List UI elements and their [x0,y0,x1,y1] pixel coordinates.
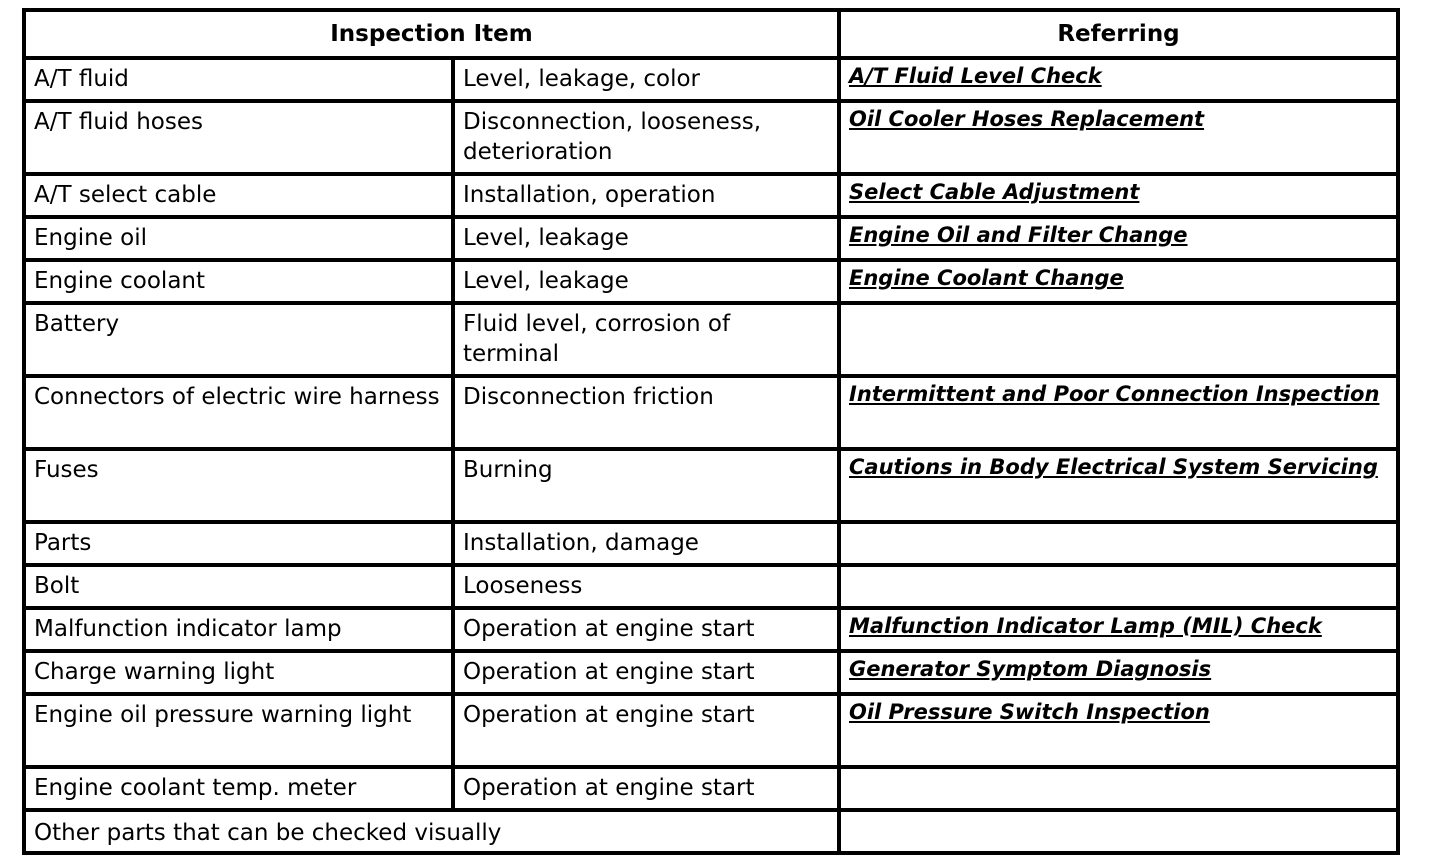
item-cell: Charge warning light [24,651,453,694]
check-cell: Operation at engine start [453,608,839,651]
table-row [24,522,1398,565]
table-row [24,101,1398,174]
table-row [24,767,1398,810]
check-cell: Level, leakage, color [453,58,839,101]
referring-cell [839,174,1398,217]
referring-cell [839,694,1398,767]
item-cell: Malfunction indicator lamp [24,608,453,651]
referring-link[interactable]: Intermittent and Poor Connection Inspection [849,382,1380,406]
referring-cell [839,767,1398,810]
referring-cell [839,522,1398,565]
referring-cell [839,565,1398,608]
check-cell: Fluid level, corrosion of terminal [453,303,839,376]
table-row [24,260,1398,303]
item-cell: Parts [24,522,453,565]
table-row-footer [24,810,1398,853]
item-cell: Engine oil pressure warning light [24,694,453,767]
footer-item-cell: Other parts that can be checked visually [24,810,839,853]
referring-cell [839,608,1398,651]
item-cell: Battery [24,303,453,376]
item-cell: A/T fluid [24,58,453,101]
check-cell: Disconnection, looseness, deterioration [453,101,839,174]
referring-cell [839,376,1398,449]
table-row [24,608,1398,651]
table-row [24,376,1398,449]
item-cell: A/T fluid hoses [24,101,453,174]
check-cell: Level, leakage [453,217,839,260]
table-row [24,565,1398,608]
referring-link[interactable]: Engine Coolant Change [849,266,1124,290]
item-cell: Engine coolant temp. meter [24,767,453,810]
referring-cell [839,260,1398,303]
referring-link[interactable]: A/T Fluid Level Check [849,64,1102,88]
referring-link[interactable]: Malfunction Indicator Lamp (MIL) Check [849,614,1322,638]
check-cell: Installation, damage [453,522,839,565]
table-row [24,58,1398,101]
table-row [24,651,1398,694]
table-row [24,303,1398,376]
referring-link[interactable]: Oil Pressure Switch Inspection [849,700,1210,724]
inspection-table [22,8,1400,855]
referring-cell [839,58,1398,101]
referring-cell [839,449,1398,522]
referring-link[interactable]: Cautions in Body Electrical System Servicing [849,455,1378,479]
referring-link[interactable]: Generator Symptom Diagnosis [849,657,1212,681]
item-cell: Bolt [24,565,453,608]
check-cell: Operation at engine start [453,651,839,694]
referring-link[interactable]: Select Cable Adjustment [849,180,1140,204]
referring-link[interactable]: Oil Cooler Hoses Replacement [849,107,1205,131]
item-cell: Connectors of electric wire harness [24,376,453,449]
referring-cell [839,101,1398,174]
header-inspection-item: Inspection Item [24,10,839,58]
check-cell: Operation at engine start [453,767,839,810]
check-cell: Level, leakage [453,260,839,303]
table-row [24,694,1398,767]
check-cell: Installation, operation [453,174,839,217]
header-referring: Referring [839,10,1398,58]
check-cell: Operation at engine start [453,694,839,767]
table-row [24,174,1398,217]
table-row [24,449,1398,522]
referring-cell [839,303,1398,376]
referring-cell [839,217,1398,260]
table-header-row [24,10,1398,58]
referring-cell [839,651,1398,694]
referring-link[interactable]: Engine Oil and Filter Change [849,223,1188,247]
item-cell: Engine oil [24,217,453,260]
referring-cell [839,810,1398,853]
check-cell: Burning [453,449,839,522]
item-cell: A/T select cable [24,174,453,217]
table-row [24,217,1398,260]
item-cell: Fuses [24,449,453,522]
check-cell: Looseness [453,565,839,608]
check-cell: Disconnection friction [453,376,839,449]
item-cell: Engine coolant [24,260,453,303]
